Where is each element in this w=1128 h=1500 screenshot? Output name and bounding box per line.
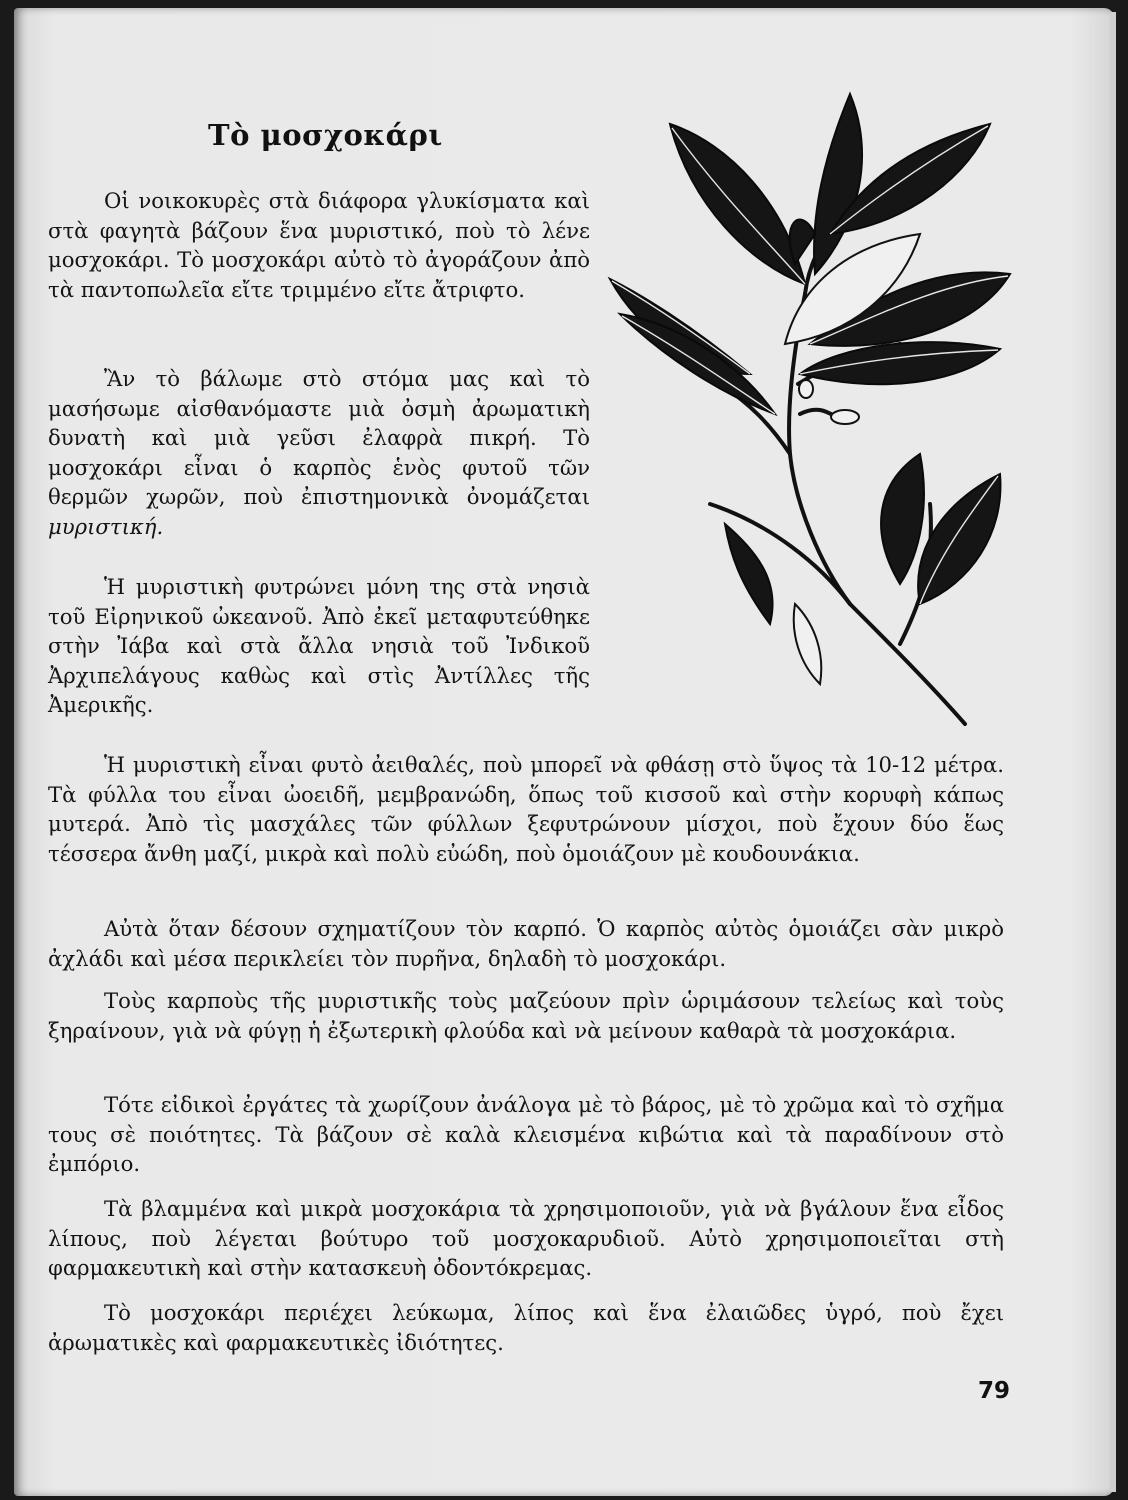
italic-term: μυριστική. bbox=[48, 513, 164, 539]
paragraph-2: Ἂν τὸ βάλωμε στὸ στόμα μας καὶ τὸ μασήσωμε αἰσθανόμαστε μιὰ ὀσμὴ ἀρωματικὴ δυνατὴ καὶ μιὰ γεῦσι ἐλαφρὰ πικρή. Τὸ μοσχοκάρι εἶναι ὁ καρπὸς ἑνὸς φυτοῦ τῶν θερμῶν χωρῶν, ποὺ ἐπιστημονικὰ ὀνομάζεται μυριστική. bbox=[48, 366, 590, 539]
leaf bbox=[790, 220, 815, 264]
leaf bbox=[918, 474, 1000, 604]
page-title: Τὸ μοσχοκάρι bbox=[208, 118, 443, 152]
leaf bbox=[881, 454, 924, 584]
paragraph-6: Τοὺς καρποὺς τῆς μυριστικῆς τοὺς μαζεύουν πρὶν ὡριμάσουν τελείως καὶ τοὺς ξηραίνουν, γιὰ νὰ φύγῃ ἡ ἐξωτερικὴ φλούδα καὶ νὰ μείνουν καθαρὰ τὰ μοσχοκάρια. bbox=[48, 988, 1004, 1043]
paragraph-1: Οἱ νοικοκυρὲς στὰ διάφορα γλυκίσματα καὶ στὰ φαγητὰ βάζουν ἕνα μυριστικό, ποὺ τὸ λένε μοσχοκάρι. Τὸ μοσχοκάρι αὐτὸ τὸ ἀγοράζουν ἀπὸ τὰ παντοπωλεῖα εἴτε τριμμένο εἴτε ἄτριφτο. bbox=[48, 188, 590, 302]
page-edge bbox=[1110, 12, 1116, 1492]
leaf bbox=[670, 124, 805, 284]
paragraph-4: Ἡ μυριστικὴ εἶναι φυτὸ ἀειθαλές, ποὺ μπορεῖ νὰ φθάσῃ στὸ ὕψος τὰ 10-12 μέτρα. Τὰ φύλλα του εἶναι ὠοειδῆ, μεμβρανώδη, ὅπως τοῦ κισσοῦ καὶ στὴν κορυφὴ κάπως μυτερά. Ἀπὸ τὶς μασχάλες τῶν φύλλων ξεφυτρώνουν μίσχοι, ποὺ ἔχουν δύο ἕως τέσσερα ἄνθη μαζί, μικρὰ καὶ πολὺ εὐώδη, ποὺ ὁμοιάζουν μὲ κουδουνάκια. bbox=[48, 752, 1004, 866]
paragraph-3: Ἡ μυριστικὴ φυτρώνει μόνη της στὰ νησιὰ τοῦ Εἰρηνικοῦ ὠκεανοῦ. Ἀπὸ ἐκεῖ μεταφυτεύθηκε στὴν Ἰάβα καὶ στὰ ἄλλα νησιὰ τοῦ Ἰνδικοῦ Ἀρχιπελάγους καθὼς καὶ στὶς Ἀντίλλες τῆς Ἀμερικῆς. bbox=[48, 574, 590, 718]
leaf bbox=[725, 524, 773, 624]
leaf bbox=[800, 342, 1000, 384]
paragraph-8: Τὰ βλαμμένα καὶ μικρὰ μοσχοκάρια τὰ χρησιμοποιοῦν, γιὰ νὰ βγάλουν ἕνα εἶδος λίπους, ποὺ λέγεται βούτυρο τοῦ μοσχοκαρυδιοῦ. Αὐτὸ χρησιμοποιεῖται στὴ φαρμακευτικὴ καὶ στὴν κατασκευὴ ὀδοντόκρεμας. bbox=[48, 1196, 1004, 1281]
page-number: 79 bbox=[978, 1378, 1011, 1404]
paragraph-5: Αὐτὰ ὅταν δέσουν σχηματίζουν τὸν καρπό. Ὁ καρπὸς αὐτὸς ὁμοιάζει σὰν μικρὸ ἀχλάδι καὶ μέσα περικλείει τὸν πυρῆνα, δηλαδὴ τὸ μοσχοκάρι. bbox=[48, 916, 1004, 971]
nutmeg-branch-illustration bbox=[600, 84, 1020, 734]
paragraph-7: Τότε εἰδικοὶ ἐργάτες τὰ χωρίζουν ἀνάλογα μὲ τὸ βάρος, μὲ τὸ χρῶμα καὶ τὸ σχῆμα τους σὲ ποιότητες. Τὰ βάζουν σὲ καλὰ κλεισμένα κιβώτια καὶ τὰ παραδίνουν στὸ ἐμπόριο. bbox=[48, 1092, 1004, 1177]
flower-bud bbox=[831, 410, 859, 424]
leaf bbox=[794, 604, 822, 684]
paragraph-9: Τὸ μοσχοκάρι περιέχει λεύκωμα, λίπος καὶ ἕνα ἐλαιῶδες ὑγρό, ποὺ ἔχει ἀρωματικὲς καὶ φαρμακευτικὲς ἰδιότητες. bbox=[48, 1300, 1004, 1355]
flower-bud bbox=[799, 380, 813, 398]
leaf bbox=[814, 94, 862, 274]
